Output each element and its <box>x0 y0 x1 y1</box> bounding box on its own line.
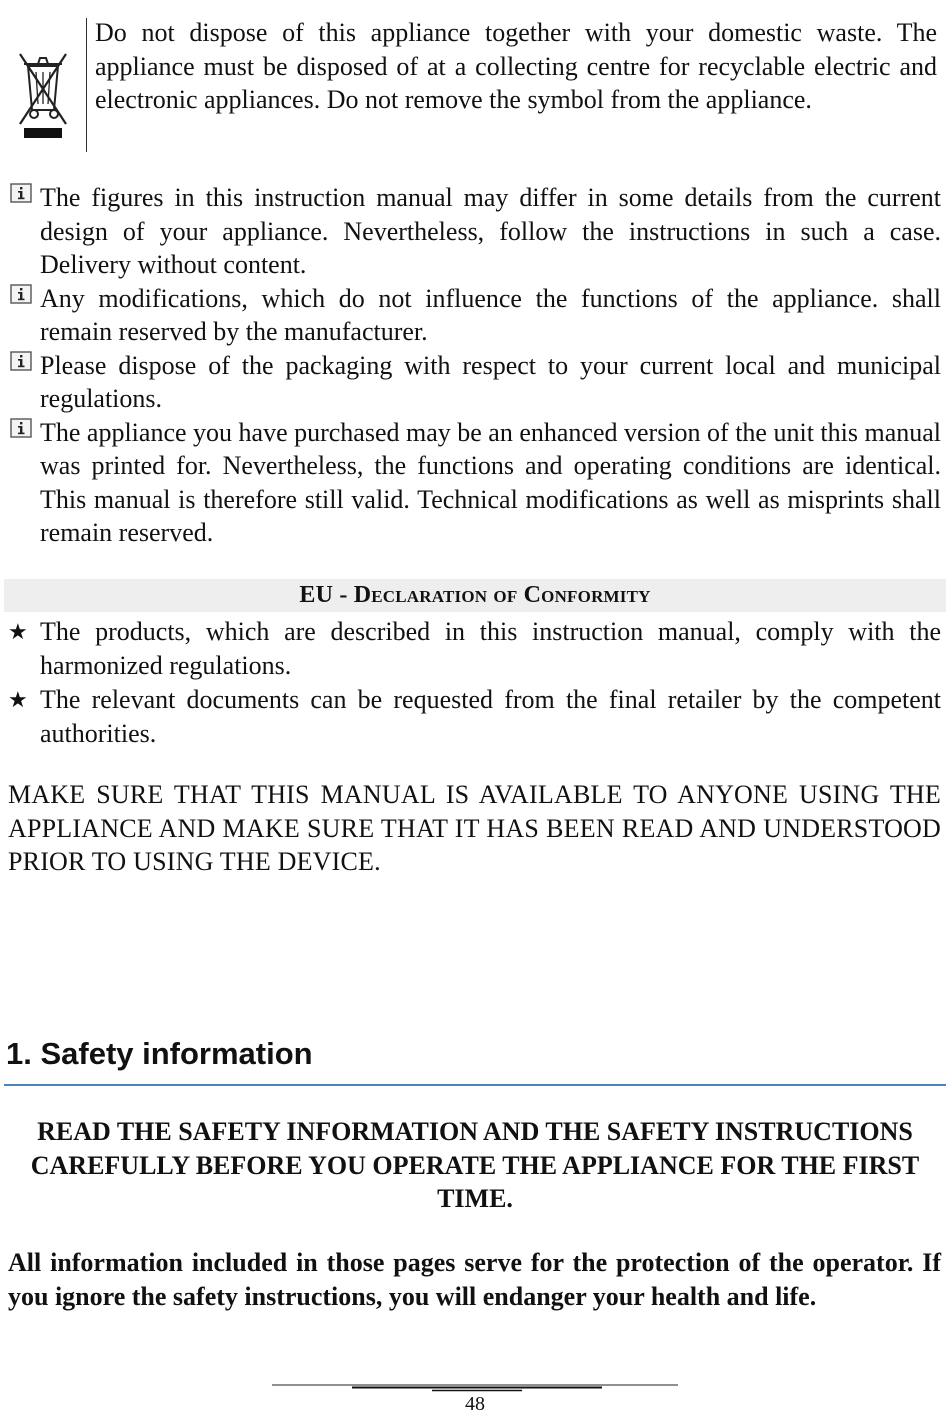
info-icon <box>10 351 32 371</box>
weee-disposal-notice <box>0 14 950 154</box>
info-note <box>0 282 950 349</box>
eu-declaration-list <box>0 615 950 750</box>
eu-declaration-item-text: The products, which are described in this instruction manual, comply with the harmonized regulations. <box>40 617 941 680</box>
info-note-text: Any modifications, which do not influence the functions of the appliance. shall remain reserved by the manufacturer. <box>40 283 941 346</box>
section-heading-rule <box>4 1084 946 1086</box>
info-icon <box>10 284 32 304</box>
section-title: 1. Safety information <box>6 1036 313 1071</box>
eu-declaration-item <box>0 683 950 750</box>
info-notes-list <box>0 181 950 550</box>
eu-declaration-heading: EU - Declaration of Conformity <box>299 582 651 608</box>
weee-text: Do not dispose of this appliance together with your domestic waste. The appliance must be disposed of at a collecting centre for recyclable electric and electronic appliances. Do not remove the symbol from the appliance. <box>95 18 937 114</box>
star-bullet-icon: ★ <box>8 687 28 712</box>
make-sure-notice: MAKE SURE THAT THIS MANUAL IS AVAILABLE TO ANYONE USING THE APPLIANCE AND MAKE SURE THAT IT HAS BEEN READ AND UNDERSTOOD PRIOR TO USING THE DEVICE. <box>8 780 941 876</box>
info-note <box>0 416 950 550</box>
safety-bold-paragraph: All information included in those pages serve for the protection of the operator. If you ignore the safety instructions, you will endanger your health and life. <box>8 1248 941 1311</box>
info-icon <box>10 418 32 438</box>
safety-caps-notice: READ THE SAFETY INFORMATION AND THE SAFETY INSTRUCTIONS CAREFULLY BEFORE YOU OPERATE THE APPLIANCE FOR THE FIRST TIME. <box>30 1117 920 1213</box>
weee-divider <box>86 18 87 152</box>
eu-declaration-item <box>0 615 950 682</box>
crossed-out-wheelie-bin-icon <box>14 44 72 144</box>
info-note-text: Please dispose of the packaging with respect to your current local and municipal regulations. <box>40 350 941 413</box>
info-note <box>0 349 950 416</box>
star-bullet-icon: ★ <box>8 619 28 644</box>
info-note-text: The appliance you have purchased may be an enhanced version of the unit this manual was printed for. Nevertheless, the functions and operating conditions are identical. This manual is therefore still valid. Technical modifications as well as misprints shall remain reserved. <box>40 417 942 547</box>
eu-declaration-item-text: The relevant documents can be requested from the final retailer by the competent authorities. <box>40 685 941 748</box>
info-note <box>0 181 950 282</box>
page-number: 48 <box>465 1393 485 1415</box>
info-icon <box>10 183 32 203</box>
info-note-text: The figures in this instruction manual may differ in some details from the current design of your appliance. Nevertheless, follow the instructions in such a case. Delivery without content. <box>40 183 941 279</box>
